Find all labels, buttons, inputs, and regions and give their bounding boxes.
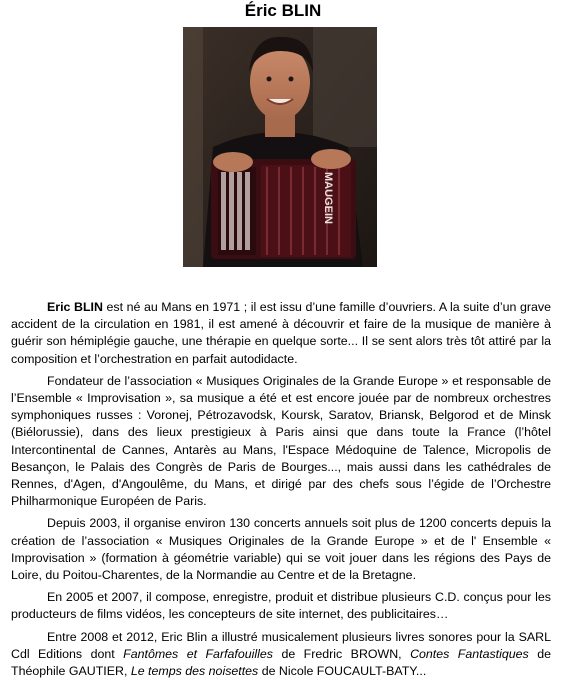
paragraph-5-text-c: de Fredric BROWN, — [272, 646, 411, 661]
paragraph-1 — [11, 299, 551, 368]
page-title: Éric BLIN — [244, 1, 322, 20]
biography-text — [11, 299, 551, 685]
book-title-1: Fantômes et Farfafouilles — [123, 646, 273, 661]
accordion-player-image — [183, 27, 377, 267]
book-title-3: Le temps des noisettes — [130, 664, 259, 679]
accordion-brand-label: MAUGEIN — [322, 172, 334, 224]
paragraph-1-text: est né au Mans en 1971 ; il est issu d’une famille d’ouvriers. A la suite d’un grave accident de la circulation en 1981, il est amené à découvrir et faire de la musique de manière à guérir son hémiplégie gauche, une thérapie en quelque sorte... Il se sent alors très tôt attiré par la composition et l’orchestration en parfait autodidacte. — [11, 300, 551, 366]
paragraph-5 — [11, 629, 551, 681]
artist-name: Eric BLIN — [47, 300, 103, 314]
portrait-photo — [183, 27, 377, 267]
paragraph-5-text-a: Entre 2008 et 2012, Eric Blin a illustré musicalement plusieurs livres sonores pour la SARL Cdl Editions dont — [11, 629, 551, 661]
paragraph-5-text-g: de Nicole FOUCAULT-BATY... — [258, 664, 427, 679]
paragraph-3: Depuis 2003, il organise environ 130 concerts annuels soit plus de 1200 concerts depuis la création de l’association « Musiques Originales de la Grande Europe » et de l' Ensemble « Improvisation » (formation à géométrie variable) qui se voit jouer dans les régions des Pays de Loire, du Poitou-Charentes, de la Normandie au Centre et de la Bretagne. — [11, 516, 551, 583]
paragraph-4: En 2005 et 2007, il compose, enregistre, produit et distribue plusieurs C.D. conçus pour les producteurs de films vidéos, les concepteurs de site internet, des publicitaires… — [11, 590, 551, 622]
paragraph-2: Fondateur de l’association « Musiques Originales de la Grande Europe » et responsable de l’Ensemble « Improvisation », sa musique a été et est encore jouée par de nombreux orchestres symphoniques russes : Voronej, Pétrozavodsk, Koursk, Saratov, Briansk, Belgorod et de Minsk (Biélorussie), dans des lieux prestigieux à Paris ainsi que dans toute la France (l’hôtel Intercontinental de Cannes, Antarès au Mans, l'Espace Médoquine de Talence, Micropolis de Besançon, le Palais des Congrès de Paris de Bourges..., mais aussi dans les cathédrales de Rennes, d'Agen, d'Angoulême, du Mans, et dirigé par des chefs sous l’égide de l’Orchestre Philharmonique Européen de Paris. — [11, 373, 551, 509]
book-title-2: Contes Fantastiques — [410, 646, 529, 661]
accordion — [211, 159, 356, 259]
paragraph-5-text-e: de Théophile GAUTIER, — [11, 646, 551, 679]
